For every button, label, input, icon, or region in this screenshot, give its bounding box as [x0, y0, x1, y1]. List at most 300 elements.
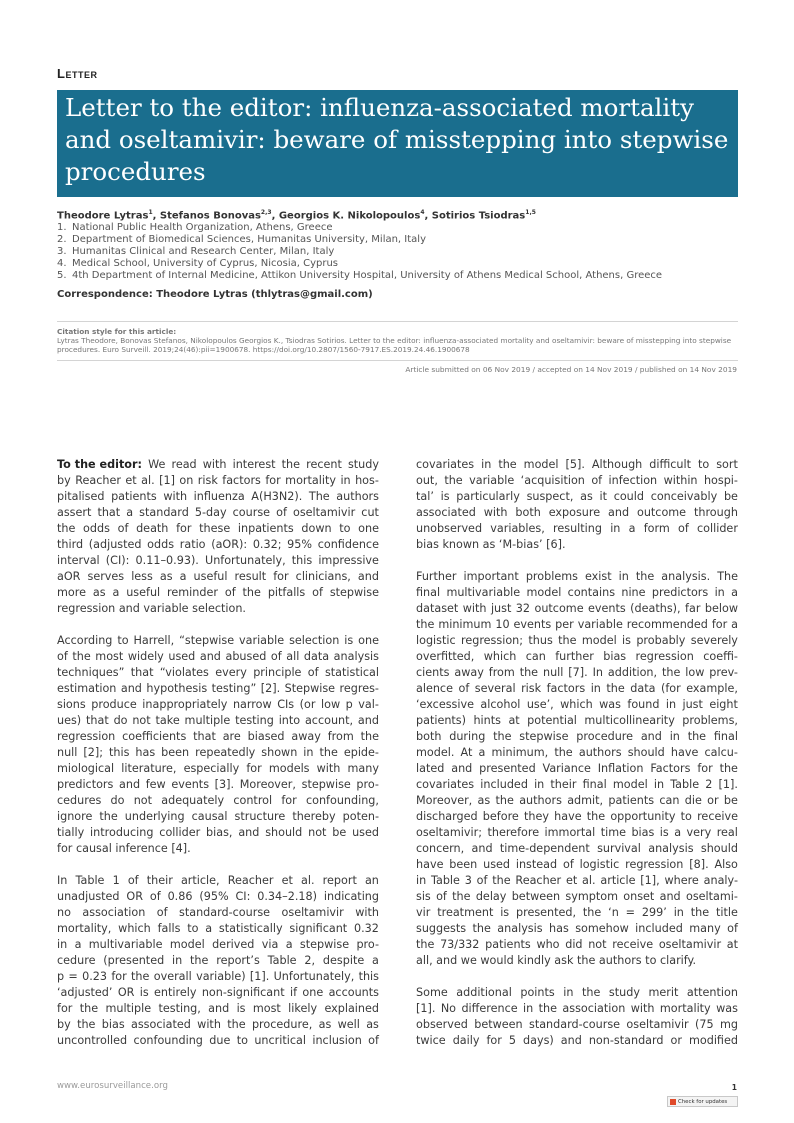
- word: statistically: [218, 922, 283, 935]
- word: opportunity: [610, 810, 676, 823]
- word: [1]: [159, 474, 175, 487]
- word: used: [168, 650, 196, 663]
- word: in: [303, 746, 314, 759]
- word: did: [565, 938, 583, 951]
- word: out,: [416, 474, 438, 487]
- text-line: [416, 889, 738, 905]
- word: several: [474, 682, 516, 695]
- word: do: [110, 794, 125, 807]
- word: (deaths),: [630, 602, 681, 615]
- word: their: [146, 874, 173, 887]
- word: collider: [159, 826, 201, 839]
- word: should: [700, 842, 738, 855]
- word: Table: [670, 778, 700, 791]
- word: regres-: [339, 682, 379, 695]
- word: multivariable: [446, 586, 521, 599]
- word: mortality: [659, 1002, 711, 1015]
- word: minimum,: [491, 746, 549, 759]
- word: who: [536, 938, 560, 951]
- word: stepwise: [329, 586, 379, 599]
- word: Unfortunately,: [273, 970, 355, 983]
- word: alcohol: [480, 698, 521, 711]
- word: Moreover,: [416, 794, 473, 807]
- word: in: [618, 570, 629, 583]
- word: to: [117, 634, 129, 647]
- word: article,: [180, 874, 220, 887]
- word: time-dependent: [499, 842, 590, 855]
- word: CI:: [235, 890, 251, 903]
- word: and: [238, 826, 260, 839]
- word: underlying: [124, 810, 185, 823]
- word: of: [57, 650, 68, 663]
- word: hints: [473, 714, 501, 727]
- word: and: [560, 1034, 582, 1047]
- word: data: [303, 650, 330, 663]
- word: explained: [324, 1002, 379, 1015]
- word: particularly: [456, 490, 520, 503]
- text-line: [57, 969, 379, 985]
- text-line: [416, 1033, 738, 1049]
- word: Harrell,: [133, 634, 175, 647]
- divider: [57, 321, 738, 322]
- word: the: [492, 874, 511, 887]
- word: with: [630, 1002, 655, 1015]
- word: hos-: [355, 474, 379, 487]
- word: between: [511, 890, 561, 903]
- word: procedure: [576, 730, 634, 743]
- word: 10: [495, 618, 510, 631]
- paragraph-gap: [416, 969, 738, 985]
- word: et: [281, 874, 293, 887]
- word: oseltamivir: [658, 938, 722, 951]
- author-separator: ,: [424, 210, 432, 222]
- word: ignore: [57, 810, 93, 823]
- word: A(H3N2).: [251, 490, 303, 503]
- word: the: [495, 794, 514, 807]
- word: mg: [719, 1018, 738, 1031]
- word: or: [670, 1034, 682, 1047]
- word: the: [416, 618, 435, 631]
- word: have: [554, 810, 582, 823]
- word: No: [440, 1002, 457, 1015]
- word: We: [148, 458, 166, 471]
- text-line: [57, 921, 379, 937]
- word: dataset: [416, 602, 459, 615]
- word: for: [697, 762, 713, 775]
- word: in: [673, 906, 684, 919]
- affiliation-item: [57, 258, 662, 270]
- word: problems,: [682, 714, 738, 727]
- word: of: [270, 650, 282, 663]
- word: die: [684, 794, 702, 807]
- word: in: [563, 986, 574, 999]
- word: al.: [582, 874, 596, 887]
- word: non-standard: [588, 1034, 664, 1047]
- word: further: [555, 650, 594, 663]
- affiliation-text: Department of Biomedical Sciences, Humanitas University, Milan, Italy: [72, 234, 426, 246]
- word: overall: [153, 970, 192, 983]
- paragraph-gap: [57, 617, 379, 633]
- word: overfitted,: [416, 650, 475, 663]
- word: 32: [515, 602, 531, 615]
- word: ‘n: [608, 906, 619, 919]
- word: as: [159, 570, 173, 583]
- word: recent: [306, 458, 342, 471]
- word: one: [358, 634, 379, 647]
- word: miological: [57, 762, 115, 775]
- word: The: [717, 570, 738, 583]
- word: ratio: [179, 538, 206, 551]
- word: in: [172, 954, 183, 967]
- word: shown: [261, 746, 298, 759]
- word: of: [156, 906, 168, 919]
- word: been: [161, 746, 190, 759]
- word: p: [345, 698, 353, 711]
- word: as: [92, 586, 106, 599]
- article-title: [57, 90, 738, 197]
- word: Although: [591, 458, 643, 471]
- word: interval: [57, 554, 100, 567]
- word: 0.11–0.93).: [135, 554, 199, 567]
- word: recommended: [626, 618, 708, 631]
- text-line: [57, 745, 379, 761]
- text-line: [416, 729, 738, 745]
- word: attention: [686, 986, 738, 999]
- affiliation-item: [57, 222, 662, 234]
- word: (adjusted: [88, 538, 142, 551]
- text-line: [57, 809, 379, 825]
- word: should: [265, 826, 303, 839]
- word: hospi-: [703, 474, 738, 487]
- paragraph-gap: [416, 553, 738, 569]
- word: of: [276, 506, 287, 519]
- text-line: [57, 777, 379, 793]
- word: [5].: [565, 458, 585, 471]
- text-line: [416, 793, 738, 809]
- word: was: [716, 1002, 738, 1015]
- word: for: [273, 570, 289, 583]
- text-line: [416, 1017, 738, 1033]
- word: severely: [690, 634, 738, 647]
- word: the: [606, 682, 625, 695]
- word: logistic: [416, 634, 456, 647]
- word: by: [57, 1018, 71, 1031]
- word: principle: [253, 666, 302, 679]
- word: modified: [688, 1034, 738, 1047]
- word: cedure: [57, 954, 96, 967]
- word: bias: [631, 826, 655, 839]
- word: to: [187, 922, 199, 935]
- word: non-significant: [201, 986, 285, 999]
- word: be: [332, 826, 347, 839]
- word: cients: [416, 666, 450, 679]
- word: observed: [416, 1018, 468, 1031]
- word: contains: [567, 586, 616, 599]
- word: oseltamivir: [292, 506, 356, 519]
- word: the: [498, 458, 517, 471]
- word: is: [622, 634, 631, 647]
- word: away: [291, 730, 321, 743]
- word: (presented: [103, 954, 165, 967]
- word: indicating: [323, 890, 379, 903]
- word: suggests: [416, 922, 467, 935]
- word: uncontrolled: [57, 1034, 128, 1047]
- word: on: [179, 474, 194, 487]
- word: Further: [416, 570, 457, 583]
- word: important: [463, 570, 519, 583]
- word: vir: [416, 906, 431, 919]
- word: they: [523, 810, 549, 823]
- word: below: [704, 602, 738, 615]
- word: (95%: [199, 890, 229, 903]
- word: found: [627, 698, 660, 711]
- word: prev-: [709, 666, 738, 679]
- word: odds: [147, 538, 175, 551]
- word: 0.32: [354, 922, 379, 935]
- affiliation-item: [57, 270, 662, 282]
- word: in: [416, 874, 427, 887]
- word: pitalised: [57, 490, 105, 503]
- word: is: [344, 634, 354, 647]
- author-list: [57, 209, 536, 221]
- word: model: [169, 938, 205, 951]
- word: Stepwise: [284, 682, 336, 695]
- word: in: [340, 474, 351, 487]
- word: for: [711, 618, 728, 631]
- word: twice: [416, 1034, 446, 1047]
- text-line: [57, 601, 379, 617]
- text-line: [57, 681, 379, 697]
- word: patients: [485, 938, 531, 951]
- word: in: [714, 586, 725, 599]
- word: variable: [239, 634, 285, 647]
- word: could: [613, 490, 644, 503]
- text-line: [57, 713, 379, 729]
- word: infection: [608, 474, 658, 487]
- word: 0.34–2.18): [257, 890, 318, 903]
- word: suspect,: [526, 490, 574, 503]
- citation-text: Lytras Theodore, Bonovas Stefanos, Nikolopoulos Georgios K., Tsiodras Sotirios. Letter to the editor: influenza-associated mortality and oseltamivir: beware of misstepping into stepwise procedures. Euro Surveill. 2019;24(46):pii=1900678. https://doi.org/10.2807/1560-7917.ES.2019.24.46.1900678: [57, 336, 732, 355]
- word: Unfortunately,: [205, 554, 286, 567]
- word: conceivably: [650, 490, 718, 503]
- word: used: [483, 858, 511, 871]
- word: regression: [625, 858, 684, 871]
- word: read: [171, 458, 197, 471]
- word: authors: [336, 490, 379, 503]
- word: pro-: [356, 938, 379, 951]
- correspondence: Correspondence: Theodore Lytras (thlytras@gmail.com): [57, 289, 373, 300]
- word: pitfalls: [267, 586, 306, 599]
- word: ues): [57, 714, 82, 727]
- text-line: [416, 585, 738, 601]
- text-line: [57, 649, 379, 665]
- word: confounding,: [305, 794, 379, 807]
- word: receive: [612, 938, 654, 951]
- page-number: 1: [731, 1083, 737, 1092]
- word: [2].: [260, 682, 281, 695]
- word: these: [199, 522, 231, 535]
- word: study: [347, 458, 379, 471]
- word: instead: [515, 858, 558, 871]
- word: of: [312, 586, 323, 599]
- word: receive: [697, 810, 738, 823]
- word: for: [265, 474, 281, 487]
- word: events: [513, 618, 552, 631]
- word: by: [57, 474, 71, 487]
- word: causal: [191, 810, 228, 823]
- word: standard: [139, 506, 189, 519]
- check-for-updates-badge[interactable]: [667, 1096, 738, 1107]
- word: (CI):: [105, 554, 130, 567]
- word: Factors: [650, 762, 691, 775]
- word: of: [127, 874, 139, 887]
- word: few: [145, 778, 166, 791]
- word: OR: [117, 986, 135, 999]
- word: to: [680, 810, 692, 823]
- word: additional: [456, 986, 512, 999]
- word: with: [163, 490, 188, 503]
- word: just: [682, 698, 703, 711]
- word: treatment: [437, 906, 494, 919]
- word: covariates: [416, 458, 475, 471]
- text-line: [416, 489, 738, 505]
- word: the: [586, 810, 606, 823]
- word: can: [525, 650, 546, 663]
- word: the: [472, 922, 491, 935]
- word: inclusion: [312, 1034, 362, 1047]
- word: regression: [57, 730, 116, 743]
- word: and: [608, 506, 630, 519]
- word: thus: [528, 634, 553, 647]
- footer-url[interactable]: www.eurosurveillance.org: [57, 1081, 168, 1091]
- word: a: [478, 746, 486, 759]
- word: difficult: [649, 458, 692, 471]
- word: widely: [127, 650, 164, 663]
- word: null: [57, 746, 78, 759]
- word: in: [57, 938, 68, 951]
- word: predictors: [651, 586, 709, 599]
- affiliation-text: 4th Department of Internal Medicine, Attikon University Hospital, University of Athens Medical School, Athens, Greece: [72, 270, 663, 282]
- text-line: [57, 873, 379, 889]
- word: clinicians,: [295, 570, 351, 583]
- word: is: [440, 490, 450, 503]
- word: which: [560, 698, 593, 711]
- updates-badge-label: Check for updates: [678, 1098, 728, 1105]
- text-line: [57, 761, 379, 777]
- word: At: [460, 746, 473, 759]
- word: and: [208, 1002, 230, 1015]
- line-text: for causal inference [4].: [57, 842, 191, 855]
- word: been: [449, 858, 478, 871]
- word: down: [301, 522, 332, 535]
- author-name: Stefanos Bonovas: [159, 210, 261, 222]
- word: both: [515, 506, 541, 519]
- word: was: [599, 698, 621, 711]
- title-line: and oseltamivir: beware of misstepping into stepwise: [65, 125, 729, 154]
- word: influenza: [193, 490, 245, 503]
- word: aOR: [57, 570, 81, 583]
- text-line: [57, 569, 379, 585]
- word: used: [352, 826, 379, 839]
- word: of: [307, 666, 319, 679]
- word: survival: [597, 842, 641, 855]
- word: not: [133, 794, 153, 807]
- word: and: [120, 682, 142, 695]
- word: from: [488, 666, 515, 679]
- word: stepwise: [301, 778, 351, 791]
- word: sis: [416, 890, 431, 903]
- affiliation-number: 5.: [57, 270, 67, 282]
- word: is: [500, 906, 510, 919]
- word: to: [339, 522, 351, 535]
- word: calcu-: [704, 746, 738, 759]
- word: p: [57, 970, 65, 983]
- text-line: [416, 937, 738, 953]
- word: impressive: [318, 554, 379, 567]
- word: factors: [546, 682, 586, 695]
- word: daily: [452, 1034, 480, 1047]
- word: variable: [469, 474, 515, 487]
- text-line: [416, 457, 738, 473]
- word: use’,: [526, 698, 554, 711]
- word: accounts: [328, 986, 379, 999]
- word: control: [233, 794, 273, 807]
- word: mortality,: [57, 922, 112, 935]
- word: a: [205, 922, 213, 935]
- author-affiliation-ref: 2,3: [260, 209, 272, 216]
- word: this: [109, 746, 130, 759]
- word: Variance: [542, 762, 591, 775]
- word: association: [562, 1002, 626, 1015]
- word: the: [582, 986, 601, 999]
- word: events: [588, 602, 626, 615]
- word: of: [436, 890, 447, 903]
- word: onset: [623, 890, 655, 903]
- word: associated: [416, 506, 476, 519]
- word: 299’: [641, 906, 667, 919]
- word: probably: [636, 634, 686, 647]
- word: 2: [705, 778, 713, 791]
- word: of: [476, 874, 488, 887]
- word: is: [236, 1002, 246, 1015]
- word: 2,: [304, 954, 316, 967]
- word: problems: [525, 570, 578, 583]
- word: [2];: [83, 746, 104, 759]
- word: resulting: [553, 522, 602, 535]
- word: have: [670, 746, 699, 759]
- word: most: [252, 1002, 281, 1015]
- word: be: [723, 794, 738, 807]
- word: of: [117, 522, 129, 535]
- word: for: [57, 1002, 73, 1015]
- word: standard-course: [528, 1018, 621, 1031]
- word: where: [664, 874, 699, 887]
- text-line: [57, 505, 379, 521]
- word: a: [372, 954, 379, 967]
- word: their: [550, 778, 577, 791]
- word: the: [690, 906, 710, 919]
- word: =: [625, 906, 636, 919]
- word: et: [125, 474, 137, 487]
- word: (aOR):: [211, 538, 248, 551]
- word: of: [678, 522, 689, 535]
- word: report’s: [216, 954, 260, 967]
- word: analysis: [497, 922, 543, 935]
- text-line: [416, 537, 738, 553]
- word: models: [268, 762, 310, 775]
- word: standard-course: [179, 906, 271, 919]
- word: every: [215, 666, 247, 679]
